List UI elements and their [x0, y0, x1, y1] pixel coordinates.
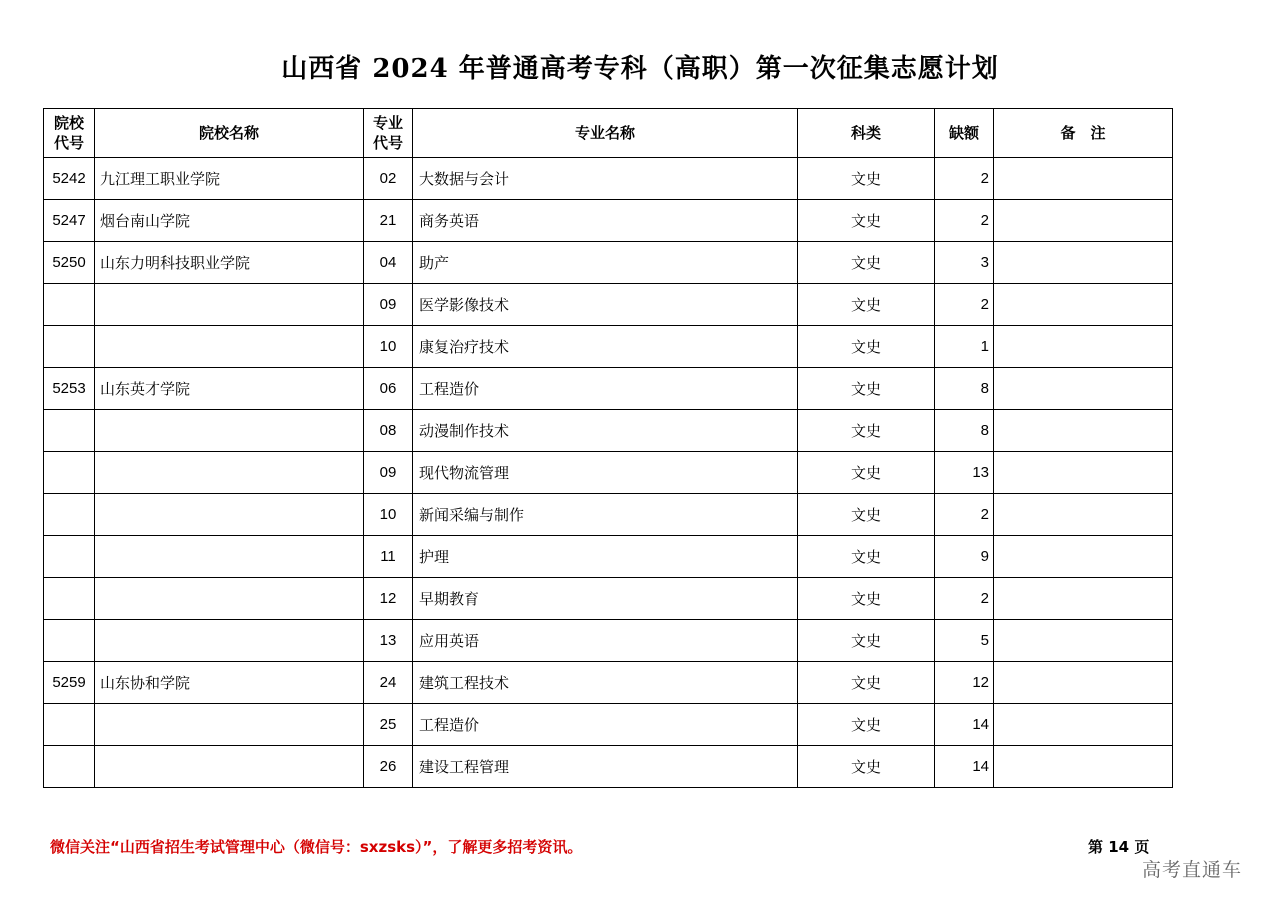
cell-remark [994, 242, 1173, 284]
cell-school-code [44, 536, 95, 578]
cell-major-name: 工程造价 [413, 368, 798, 410]
cell-major-name: 工程造价 [413, 704, 798, 746]
cell-category: 文史 [798, 704, 935, 746]
cell-remark [994, 284, 1173, 326]
table-header-row [44, 109, 1173, 158]
cell-school-code [44, 410, 95, 452]
cell-school-code [44, 704, 95, 746]
table-row [44, 662, 1173, 704]
header-remark: 备 注 [994, 109, 1173, 158]
table-row [44, 200, 1173, 242]
header-school-code: 院校 代号 [44, 109, 95, 158]
cell-remark [994, 494, 1173, 536]
cell-remark [994, 158, 1173, 200]
cell-major-code: 26 [364, 746, 413, 788]
header-major-code: 专业 代号 [364, 109, 413, 158]
cell-school-name [95, 494, 364, 536]
cell-school-name [95, 326, 364, 368]
cell-major-code: 13 [364, 620, 413, 662]
cell-school-code [44, 284, 95, 326]
cell-remark [994, 368, 1173, 410]
page-number: 第 14 页 [1088, 838, 1150, 856]
table-row [44, 578, 1173, 620]
cell-remark [994, 746, 1173, 788]
plan-table [43, 108, 1173, 788]
watermark: 高考直通车 [1142, 859, 1243, 881]
cell-school-code [44, 746, 95, 788]
cell-category: 文史 [798, 536, 935, 578]
cell-major-name: 早期教育 [413, 578, 798, 620]
cell-school-name [95, 620, 364, 662]
cell-category: 文史 [798, 158, 935, 200]
cell-major-name: 助产 [413, 242, 798, 284]
cell-school-name [95, 704, 364, 746]
cell-major-name: 新闻采编与制作 [413, 494, 798, 536]
cell-major-name: 建设工程管理 [413, 746, 798, 788]
cell-school-name [95, 284, 364, 326]
cell-vacancy: 12 [935, 662, 994, 704]
cell-school-name: 山东英才学院 [95, 368, 364, 410]
table-row [44, 620, 1173, 662]
cell-school-code: 5250 [44, 242, 95, 284]
cell-vacancy: 3 [935, 242, 994, 284]
cell-major-name: 应用英语 [413, 620, 798, 662]
cell-major-code: 11 [364, 536, 413, 578]
cell-school-code [44, 494, 95, 536]
cell-category: 文史 [798, 410, 935, 452]
cell-major-name: 动漫制作技术 [413, 410, 798, 452]
footer-note: 微信关注“山西省招生考试管理中心（微信号：sxzsks）”，了解更多招考资讯。 [50, 838, 583, 856]
cell-category: 文史 [798, 284, 935, 326]
cell-vacancy: 2 [935, 494, 994, 536]
cell-school-name [95, 578, 364, 620]
cell-major-code: 25 [364, 704, 413, 746]
cell-category: 文史 [798, 620, 935, 662]
cell-category: 文史 [798, 326, 935, 368]
cell-major-code: 09 [364, 452, 413, 494]
cell-school-code [44, 452, 95, 494]
cell-major-name: 建筑工程技术 [413, 662, 798, 704]
cell-category: 文史 [798, 662, 935, 704]
cell-major-name: 医学影像技术 [413, 284, 798, 326]
cell-vacancy: 14 [935, 746, 994, 788]
cell-remark [994, 620, 1173, 662]
cell-category: 文史 [798, 242, 935, 284]
table-row [44, 410, 1173, 452]
cell-school-name: 九江理工职业学院 [95, 158, 364, 200]
cell-remark [994, 452, 1173, 494]
table-row [44, 494, 1173, 536]
cell-category: 文史 [798, 452, 935, 494]
cell-category: 文史 [798, 368, 935, 410]
table-row [44, 704, 1173, 746]
cell-school-name [95, 746, 364, 788]
table-row [44, 746, 1173, 788]
cell-school-name [95, 410, 364, 452]
cell-major-code: 12 [364, 578, 413, 620]
cell-remark [994, 704, 1173, 746]
cell-major-code: 21 [364, 200, 413, 242]
cell-category: 文史 [798, 578, 935, 620]
cell-school-code: 5242 [44, 158, 95, 200]
table-row [44, 284, 1173, 326]
table-row [44, 158, 1173, 200]
table-row [44, 368, 1173, 410]
cell-remark [994, 662, 1173, 704]
table-row [44, 536, 1173, 578]
page-title: 山西省 2024 年普通高考专科（高职）第一次征集志愿计划 [281, 54, 999, 84]
cell-remark [994, 578, 1173, 620]
cell-major-code: 09 [364, 284, 413, 326]
cell-school-code [44, 620, 95, 662]
cell-vacancy: 8 [935, 410, 994, 452]
cell-school-code: 5247 [44, 200, 95, 242]
table-row [44, 326, 1173, 368]
cell-major-name: 商务英语 [413, 200, 798, 242]
cell-vacancy: 8 [935, 368, 994, 410]
cell-school-name: 山东力明科技职业学院 [95, 242, 364, 284]
cell-vacancy: 2 [935, 578, 994, 620]
header-school-name: 院校名称 [95, 109, 364, 158]
cell-vacancy: 2 [935, 200, 994, 242]
cell-major-name: 现代物流管理 [413, 452, 798, 494]
cell-school-name [95, 452, 364, 494]
cell-major-name: 康复治疗技术 [413, 326, 798, 368]
cell-major-code: 08 [364, 410, 413, 452]
cell-vacancy: 1 [935, 326, 994, 368]
cell-major-name: 护理 [413, 536, 798, 578]
header-vacancy: 缺额 [935, 109, 994, 158]
header-major-name: 专业名称 [413, 109, 798, 158]
cell-category: 文史 [798, 494, 935, 536]
cell-vacancy: 2 [935, 158, 994, 200]
cell-major-code: 10 [364, 326, 413, 368]
cell-vacancy: 5 [935, 620, 994, 662]
cell-major-code: 06 [364, 368, 413, 410]
cell-remark [994, 410, 1173, 452]
cell-category: 文史 [798, 746, 935, 788]
cell-category: 文史 [798, 200, 935, 242]
cell-vacancy: 2 [935, 284, 994, 326]
cell-remark [994, 200, 1173, 242]
cell-remark [994, 536, 1173, 578]
cell-school-code: 5259 [44, 662, 95, 704]
cell-school-name: 山东协和学院 [95, 662, 364, 704]
cell-major-code: 04 [364, 242, 413, 284]
cell-major-code: 24 [364, 662, 413, 704]
table-row [44, 242, 1173, 284]
cell-major-name: 大数据与会计 [413, 158, 798, 200]
cell-major-code: 02 [364, 158, 413, 200]
cell-remark [994, 326, 1173, 368]
cell-school-code [44, 578, 95, 620]
cell-school-code: 5253 [44, 368, 95, 410]
cell-school-name [95, 536, 364, 578]
cell-school-code [44, 326, 95, 368]
cell-vacancy: 14 [935, 704, 994, 746]
table-row [44, 452, 1173, 494]
cell-major-code: 10 [364, 494, 413, 536]
cell-vacancy: 9 [935, 536, 994, 578]
cell-school-name: 烟台南山学院 [95, 200, 364, 242]
header-category: 科类 [798, 109, 935, 158]
cell-vacancy: 13 [935, 452, 994, 494]
